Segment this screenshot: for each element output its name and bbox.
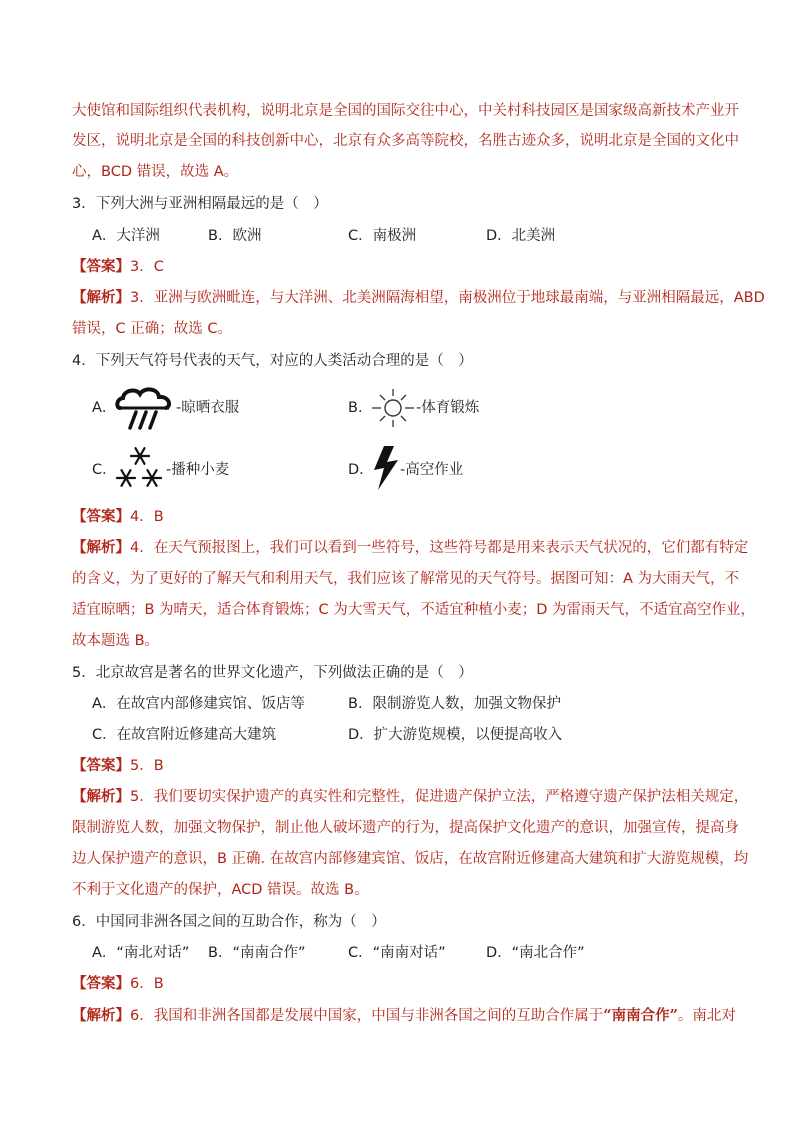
question-6-stem: 6．中国同非洲各国之间的互助合作，称为（ ） xyxy=(72,914,386,930)
prev-analysis-line-2: 发区，说明北京是全国的科技创新中心，北京有众多高等院校，名胜古迹众多，说明北京是全国的文化中 xyxy=(72,133,739,149)
heavy-rain-icon xyxy=(114,386,176,432)
question-6-analysis-line-1 xyxy=(72,1006,736,1026)
question-5-option-b: B．限制游览人数，加强文物保护 xyxy=(348,696,561,712)
question-4-option-a-text: -晾晒衣服 xyxy=(176,400,240,416)
analysis-tag: 【解析】 xyxy=(72,1008,130,1024)
question-5-analysis-line-1 xyxy=(72,787,748,807)
question-3-option-c: C．南极洲 xyxy=(348,228,417,244)
thunderstorm-icon xyxy=(370,444,402,492)
question-6-analysis-text: 6．我国和非洲各国都是发展中国家，中国与非洲各国之间的互助合作属于 xyxy=(130,1008,604,1024)
question-5-analysis-text: 5．我们要切实保护遗产的真实性和完整性，促进遗产保护立法，严格遵守遗产保护法相关规定， xyxy=(130,789,749,805)
question-4-analysis-line-2: 的含义，为了更好的了解天气和利用天气，我们应该了解常见的天气符号。据图可知：A 为大雨天气，不 xyxy=(72,571,740,587)
heavy-snow-icon xyxy=(114,444,166,492)
question-4-answer xyxy=(72,507,164,527)
prev-analysis-line-3: 心，BCD 错误，故选 A。 xyxy=(72,164,239,180)
question-5-stem: 5．北京故宫是著名的世界文化遗产，下列做法正确的是（ ） xyxy=(72,665,473,681)
question-3-analysis-line-2: 错误，C 正确；故选 C。 xyxy=(72,321,232,337)
question-5-option-d: D．扩大游览规模，以便提高收入 xyxy=(348,727,563,743)
question-5-analysis-line-2: 限制游览人数，加强文物保护，制止他人破坏遗产的行为，提高保护文化遗产的意识，加强宣传，提高身 xyxy=(72,820,739,836)
question-4-option-c-letter: C． xyxy=(92,462,117,478)
question-3-option-b: B．欧洲 xyxy=(208,228,262,244)
question-6-answer-value: 6．B xyxy=(130,976,164,992)
question-6-answer xyxy=(72,974,164,994)
question-4-option-b-text: -体育锻炼 xyxy=(416,400,480,416)
question-3-analysis-text: 3．亚洲与欧洲毗连，与大洋洲、北美洲隔海相望，南极洲位于地球最南端，与亚洲相隔最远，ABD xyxy=(130,290,765,306)
question-6-option-d: D．“南北合作” xyxy=(486,945,585,961)
question-6-option-b: B．“南南合作” xyxy=(208,945,306,961)
question-3-answer-value: 3．C xyxy=(130,259,164,275)
question-4-answer-value: 4．B xyxy=(130,509,164,525)
question-6-option-a: A．“南北对话” xyxy=(92,945,190,961)
sunny-icon xyxy=(370,386,416,430)
question-4-option-b-letter: B． xyxy=(348,400,373,416)
analysis-tag: 【解析】 xyxy=(72,540,130,556)
question-5-option-c: C．在故宫附近修建高大建筑 xyxy=(92,727,277,743)
prev-analysis-line-1: 大使馆和国际组织代表机构，说明北京是全国的国际交往中心，中关村科技园区是国家级高新技术产业开 xyxy=(72,103,739,119)
question-6-option-c: C．“南南对话” xyxy=(348,945,446,961)
question-4-option-c-text: -播种小麦 xyxy=(166,462,230,478)
question-3-option-a: A．大洋洲 xyxy=(92,228,160,244)
question-4-option-d-text: -高空作业 xyxy=(400,462,464,478)
question-4-stem: 4．下列天气符号代表的天气，对应的人类活动合理的是（ ） xyxy=(72,353,473,369)
question-3-stem: 3．下列大洲与亚洲相隔最远的是（ ） xyxy=(72,196,328,212)
analysis-tag: 【解析】 xyxy=(72,789,130,805)
question-3-option-d: D．北美洲 xyxy=(486,228,556,244)
answer-tag: 【答案】 xyxy=(72,509,130,525)
analysis-tag: 【解析】 xyxy=(72,290,130,306)
question-3-analysis-line-1 xyxy=(72,288,765,308)
question-5-answer-value: 5．B xyxy=(130,758,164,774)
question-3-answer xyxy=(72,257,164,277)
question-4-analysis-line-3: 适宜晾晒；B 为晴天，适合体育锻炼；C 为大雪天气，不适宜种植小麦；D 为雷雨天气，不适宜高空作业， xyxy=(72,602,756,618)
question-4-analysis-line-1 xyxy=(72,538,748,558)
question-4-analysis-line-4: 故本题选 B。 xyxy=(72,633,160,649)
question-6-analysis-tail: 。南北对 xyxy=(677,1008,736,1024)
answer-tag: 【答案】 xyxy=(72,976,130,992)
question-4-analysis-text: 4．在天气预报图上，我们可以看到一些符号，这些符号都是用来表示天气状况的，它们都有特定 xyxy=(130,540,749,556)
question-5-option-a: A．在故宫内部修建宾馆、饭店等 xyxy=(92,696,305,712)
answer-tag: 【答案】 xyxy=(72,758,130,774)
question-4-option-a-letter: A． xyxy=(92,400,117,416)
question-5-analysis-line-3: 边人保护遗产的意识，B 正确. 在故宫内部修建宾馆、饭店，在故宫附近修建高大建筑和扩大游览规模，均 xyxy=(72,851,749,867)
question-6-analysis-highlight: “南南合作” xyxy=(603,1007,678,1024)
answer-tag: 【答案】 xyxy=(72,259,130,275)
question-4-option-d-letter: D． xyxy=(348,462,374,478)
question-5-answer xyxy=(72,756,164,776)
question-5-analysis-line-4: 不利于文化遗产的保护，ACD 错误。故选 B。 xyxy=(72,882,369,898)
